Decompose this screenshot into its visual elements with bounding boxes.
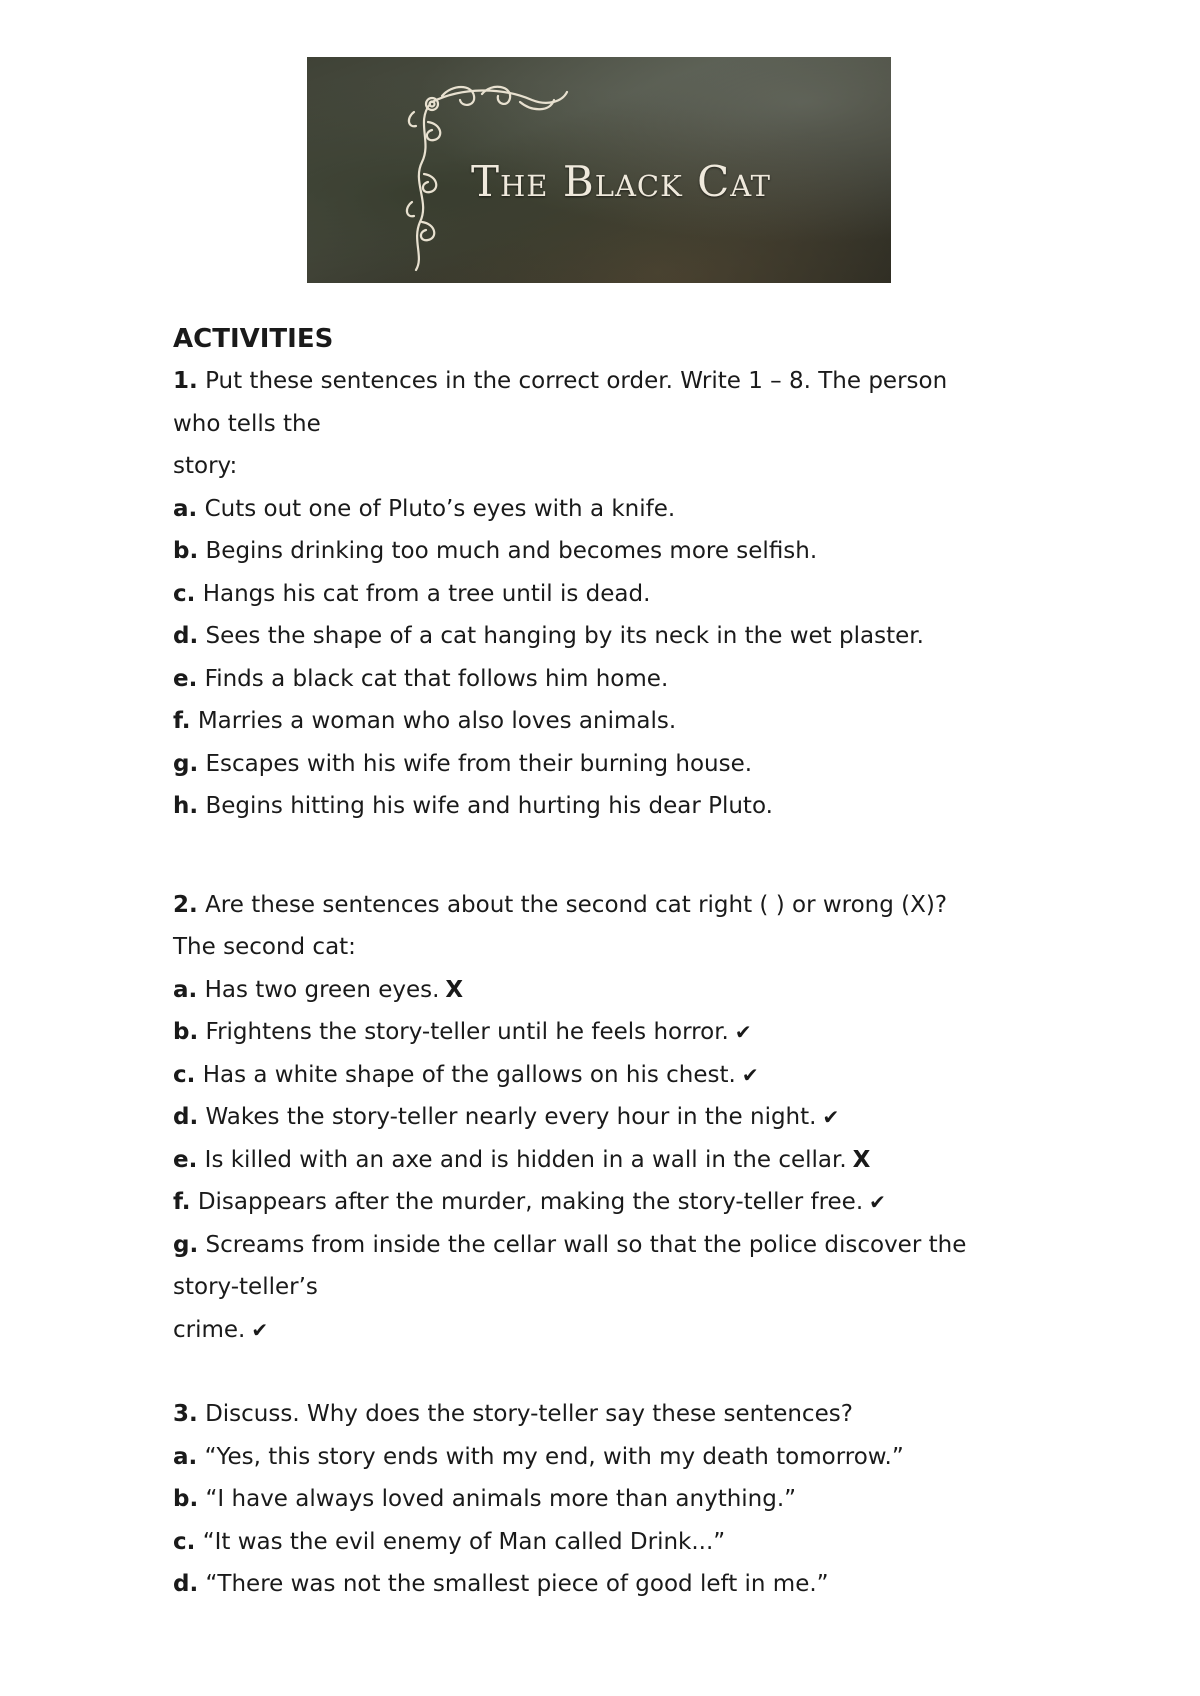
list-item	[173, 1054, 1043, 1097]
list-item	[173, 1181, 1043, 1224]
item-letter: c.	[173, 1061, 196, 1088]
list-item	[173, 1563, 1043, 1606]
section3-prompt-text: Discuss. Why does the story-teller say these sentences?	[205, 1401, 853, 1427]
item-letter: d.	[173, 1571, 199, 1597]
item-text: crime.	[173, 1316, 246, 1343]
check-mark-icon: ✔	[741, 1062, 759, 1087]
list-item	[173, 1224, 1043, 1267]
item-text: Has a white shape of the gallows on his chest.	[202, 1061, 736, 1088]
item-letter: a.	[173, 495, 198, 522]
item-text: Disappears after the murder, making the story-teller free.	[197, 1189, 864, 1215]
item-text: Screams from inside the cellar wall so that the police discover the	[205, 1231, 967, 1258]
item-letter: c.	[173, 580, 196, 607]
item-letter: b.	[173, 1486, 199, 1512]
item-letter: b.	[173, 538, 199, 564]
item-text: Sees the shape of a cat hanging by its neck in the wet plaster.	[205, 623, 924, 649]
item-text: “I have always loved animals more than anything.”	[205, 1486, 797, 1512]
item-text: Has two green eyes.	[204, 976, 440, 1003]
list-item	[173, 530, 1043, 573]
section2-intro: The second cat:	[173, 934, 356, 960]
section-spacer	[173, 828, 1043, 884]
banner-title: The Black Cat	[471, 157, 771, 206]
section-number: 1.	[173, 368, 198, 394]
item-letter: a.	[173, 1443, 198, 1470]
item-letter: d.	[173, 623, 199, 649]
section-spacer	[173, 1351, 1043, 1393]
list-item	[173, 1139, 1043, 1182]
item-text: Wakes the story-teller nearly every hour in the night.	[205, 1104, 817, 1130]
section2-prompt-text: Are these sentences about the second cat right ( ) or wrong (X)?	[205, 891, 948, 918]
item-letter: b.	[173, 1019, 199, 1045]
item-text: “Yes, this story ends with my end, with my death tomorrow.”	[204, 1443, 904, 1470]
item-letter: g.	[173, 750, 199, 777]
item-text: “There was not the smallest piece of good left in me.”	[205, 1571, 829, 1597]
list-item	[173, 785, 1043, 828]
item-continuation: story-teller’s	[173, 1274, 318, 1300]
check-mark-icon: ✔	[869, 1190, 886, 1214]
list-item	[173, 1521, 1043, 1564]
item-letter: e.	[173, 1146, 198, 1173]
item-letter: h.	[173, 793, 199, 819]
item-text: Begins hitting his wife and hurting his dear Pluto.	[205, 793, 773, 819]
list-item	[173, 658, 1043, 701]
item-letter: g.	[173, 1231, 199, 1258]
check-mark-icon: ✔	[734, 1020, 752, 1044]
item-continuation	[173, 1309, 1043, 1352]
list-item	[173, 1436, 1043, 1479]
list-item	[173, 488, 1043, 531]
item-letter: a.	[173, 976, 198, 1003]
list-item	[173, 1096, 1043, 1139]
list-item	[173, 700, 1043, 743]
section2-prompt-line	[173, 884, 1043, 927]
item-letter: e.	[173, 665, 198, 692]
item-letter: f.	[173, 1189, 191, 1215]
list-item	[173, 743, 1043, 786]
list-item	[173, 1011, 1043, 1054]
wrong-mark: X	[852, 1146, 871, 1173]
item-text: Finds a black cat that follows him home.	[204, 665, 669, 692]
list-item	[173, 573, 1043, 616]
item-letter: c.	[173, 1528, 196, 1555]
list-item	[173, 969, 1043, 1012]
item-text: Begins drinking too much and becomes more selfish.	[205, 538, 818, 564]
item-text: Frightens the story-teller until he feels horror.	[205, 1019, 729, 1045]
item-text: “It was the evil enemy of Man called Drink...”	[202, 1528, 726, 1555]
item-letter: d.	[173, 1104, 199, 1130]
check-mark-icon: ✔	[822, 1105, 840, 1129]
wrong-mark: X	[445, 976, 464, 1003]
item-text: Escapes with his wife from their burning house.	[205, 750, 753, 777]
section1-prompt-line: story:	[173, 453, 238, 479]
section-number: 3.	[173, 1401, 198, 1427]
item-text: Is killed with an axe and is hidden in a wall in the cellar.	[204, 1146, 847, 1173]
section1-prompt-line	[173, 360, 1043, 403]
list-item	[173, 1478, 1043, 1521]
check-mark-icon: ✔	[251, 1317, 269, 1342]
section1-prompt-text: Put these sentences in the correct order. Write 1 – 8. The person	[205, 368, 948, 394]
list-item	[173, 615, 1043, 658]
item-letter: f.	[173, 708, 191, 734]
item-text: Marries a woman who also loves animals.	[197, 708, 677, 734]
item-text: Cuts out one of Pluto’s eyes with a knife.	[204, 495, 676, 522]
item-text: Hangs his cat from a tree until is dead.	[202, 580, 651, 607]
page-heading: ACTIVITIES	[173, 324, 334, 354]
activities-content	[173, 318, 1043, 1606]
section3-prompt-line	[173, 1393, 1043, 1436]
title-banner	[307, 57, 891, 283]
section-number: 2.	[173, 891, 198, 918]
section1-prompt-line: who tells the	[173, 410, 321, 437]
